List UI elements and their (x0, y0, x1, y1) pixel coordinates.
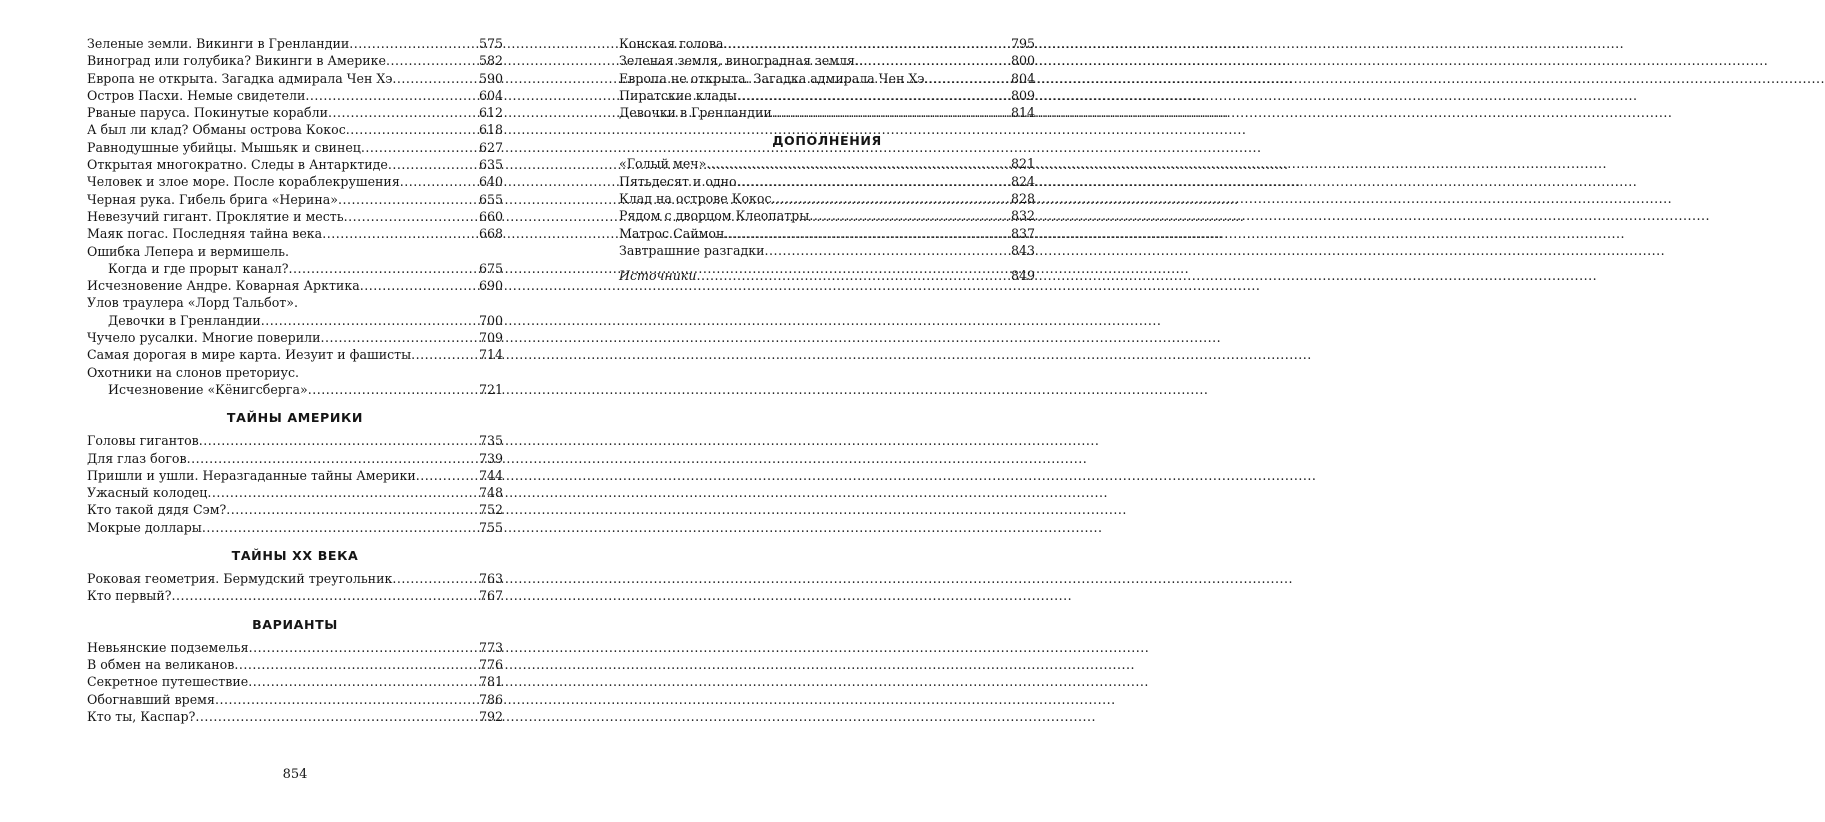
toc-entry-page: 714 (478, 347, 503, 363)
toc-leader-dots (392, 570, 478, 587)
toc-entry-title: Девочки в Гренландии (619, 105, 772, 121)
toc-leader-dots (234, 656, 478, 673)
toc-entry (87, 484, 503, 501)
toc-entry-title: Роковая геометрия. Бермудский треугольник (87, 571, 393, 587)
toc-entry-page: 795 (1010, 36, 1035, 51)
toc-leader-dots (322, 225, 478, 242)
toc-leader-dots (249, 639, 478, 656)
toc-leader-dots (924, 70, 1010, 87)
toc-leader-dots (360, 277, 478, 294)
toc-entry (87, 346, 503, 363)
toc-entry (87, 673, 503, 690)
toc-entry (87, 656, 503, 673)
toc-entry-title: Секретное путешествие (87, 674, 249, 690)
toc-entry-title: Зеленая земля, виноградная земля… (619, 53, 868, 69)
toc-entry (87, 708, 503, 725)
toc-entry-title: Для глаз богов (87, 450, 187, 466)
toc-entry (87, 329, 503, 346)
section-heading-xx-century: ТАЙНЫ XX ВЕКА (231, 548, 359, 564)
toc-entry-page: 582 (478, 53, 503, 69)
toc-entry (87, 87, 503, 104)
toc-entry-page: 804 (1010, 70, 1035, 86)
toc-leader-dots (321, 329, 478, 346)
toc-entry-page: 800 (1010, 53, 1035, 69)
toc-right-column (619, 35, 1035, 285)
toc-entry (619, 87, 1035, 104)
toc-entry-page: 748 (478, 485, 503, 501)
toc-entry-title: Пришли и ушли. Неразгаданные тайны Америки (87, 467, 416, 483)
toc-entry (619, 225, 1035, 242)
toc-entry-page: 821 (1010, 156, 1035, 172)
toc-entry (87, 467, 503, 484)
toc-group-supplements (619, 155, 1035, 259)
toc-entry-title: Ужасный колодец (87, 485, 208, 501)
toc-leader-dots (328, 104, 478, 121)
toc-leader-dots (400, 173, 478, 190)
toc-entry-title: Невьянские подземелья (87, 639, 249, 655)
toc-leader-dots (765, 242, 1010, 259)
toc-entry-sources (619, 267, 1035, 284)
toc-entry (619, 242, 1035, 259)
toc-group-xx-century (87, 570, 503, 605)
toc-entry-page: 828 (1010, 191, 1035, 207)
toc-entry-page: 735 (478, 433, 503, 449)
toc-leader-dots (809, 207, 1010, 224)
toc-entry-page: 752 (478, 502, 503, 518)
toc-entry-title: Остров Пасхи. Немые свидетели (87, 87, 306, 103)
toc-entry (87, 450, 503, 467)
toc-entry (87, 587, 503, 604)
toc-entry-hunters-line2 (87, 381, 503, 398)
toc-entry (87, 639, 503, 656)
toc-entry (87, 173, 503, 190)
toc-entry-title: Рядом с дворцом Клеопатры (619, 208, 810, 224)
toc-entry-title: Черная рука. Гибель брига «Нерина» (87, 191, 338, 207)
toc-entry-page: 612 (478, 105, 503, 121)
toc-entry-title: Завтрашние разгадки (619, 242, 765, 258)
toc-leader-dots (346, 121, 478, 138)
toc-entry-title: Кто такой дядя Сэм? (87, 502, 227, 518)
toc-leader-dots (416, 467, 478, 484)
toc-entry-title: Источники (619, 268, 697, 284)
toc-entry-title: Самая дорогая в мире карта. Иезуит и фашисты (87, 347, 412, 363)
toc-entry-title: Чучело русалки. Многие поверили (87, 330, 321, 346)
toc-entry-lepera-line1: Ошибка Лепера и вермишель. (87, 243, 289, 259)
toc-leader-dots (411, 346, 478, 363)
toc-entry-page: 709 (478, 330, 503, 346)
toc-entry (87, 156, 503, 173)
toc-leader-dots (737, 87, 1010, 104)
toc-entry-title: Пятьдесят и одно (619, 173, 737, 189)
toc-entry (87, 432, 503, 449)
toc-leader-dots (772, 190, 1010, 207)
toc-entry-page: 590 (478, 70, 503, 86)
toc-entry-page: 627 (478, 139, 503, 155)
toc-entry-page: 700 (478, 312, 503, 328)
toc-entry (87, 139, 503, 156)
toc-entry (619, 52, 1035, 69)
toc-leader-dots (723, 35, 1009, 52)
toc-entry-title: Конская голова (619, 36, 724, 51)
toc-entry-page: 786 (478, 691, 503, 707)
toc-entry-page: 739 (478, 450, 503, 466)
toc-entry (619, 70, 1035, 87)
toc-entry (87, 104, 503, 121)
toc-leader-dots (388, 156, 478, 173)
toc-leader-dots (724, 225, 1010, 242)
toc-entry-page: 809 (1010, 87, 1035, 103)
toc-entry-title: Когда и где прорыт канал? (108, 260, 289, 276)
toc-entry (87, 52, 503, 69)
toc-leader-dots (361, 139, 478, 156)
toc-entry (619, 104, 1035, 121)
toc-leader-dots (202, 519, 478, 536)
toc-entry-page: 792 (478, 708, 503, 724)
toc-entry-hunters-line1: Охотники на слонов преториус. (87, 364, 300, 380)
toc-group-variants (87, 639, 503, 725)
toc-entry-title: Пиратские клады (619, 87, 737, 103)
toc-entry-lepera-line2 (87, 260, 503, 277)
toc-leader-dots (386, 52, 478, 69)
toc-entry-title: Европа не открыта. Загадка адмирала Чен Хэ (619, 70, 925, 86)
section-heading-america: ТАЙНЫ АМЕРИКИ (226, 410, 364, 426)
toc-entry-title: Равнодушные убийцы. Мышьяк и свинец (87, 139, 361, 155)
toc-entry-page: 849 (1010, 268, 1035, 284)
toc-entry-page: 655 (478, 191, 503, 207)
toc-leader-dots (772, 104, 1010, 121)
toc-entry-title: В обмен на великанов (87, 656, 235, 672)
toc-leader-dots (392, 70, 478, 87)
toc-entry (87, 70, 503, 87)
toc-leader-dots (207, 484, 478, 501)
toc-entry-page: 744 (478, 467, 503, 483)
toc-leader-dots (696, 267, 1010, 284)
toc-group-left-top (87, 35, 503, 243)
toc-leader-dots (289, 260, 478, 277)
toc-entry-page: 767 (478, 588, 503, 604)
toc-entry (87, 570, 503, 587)
section-heading-variants: ВАРИАНТЫ (252, 616, 338, 632)
toc-leader-dots (706, 155, 1010, 172)
toc-entry (87, 35, 503, 52)
toc-entry-title: Открытая многократно. Следы в Антарктиде (87, 157, 388, 173)
toc-leader-dots (187, 450, 478, 467)
toc-entry-page: 776 (478, 656, 503, 672)
toc-entry-title: Кто ты, Каспар? (87, 708, 196, 724)
toc-entry-page: 832 (1010, 208, 1035, 224)
toc-group-left-middle (87, 329, 503, 364)
toc-leader-dots (338, 191, 478, 208)
toc-leader-dots (195, 708, 478, 725)
toc-entry-title: Матрос Саймон (619, 225, 725, 241)
toc-group-right-top (619, 35, 1035, 121)
toc-entry-page: 843 (1010, 242, 1035, 258)
toc-leader-dots (349, 35, 478, 52)
toc-entry (619, 173, 1035, 190)
toc-entry-andre (87, 277, 503, 294)
toc-leader-dots (226, 501, 478, 518)
toc-entry-title: Зеленые земли. Викинги в Гренландии (87, 36, 350, 51)
toc-entry (619, 190, 1035, 207)
toc-entry-title: Рваные паруса. Покинутые корабли (87, 105, 328, 121)
toc-left-column (87, 35, 503, 725)
toc-entry-title: «Голый меч» (619, 156, 707, 172)
toc-entry-title: Головы гигантов (87, 433, 199, 449)
toc-entry-page: 640 (478, 174, 503, 190)
toc-entry-page: 773 (478, 639, 503, 655)
toc-entry-title: Виноград или голубика? Викинги в Америке (87, 53, 387, 69)
toc-entry-page: 814 (1010, 105, 1035, 121)
toc-leader-dots (305, 87, 478, 104)
toc-entry-page: 668 (478, 226, 503, 242)
toc-entry-page: 755 (478, 519, 503, 535)
toc-entry (87, 691, 503, 708)
section-heading-supplements: ДОПОЛНЕНИЯ (772, 133, 882, 149)
toc-leader-dots (737, 173, 1010, 190)
toc-entry (87, 191, 503, 208)
toc-leader-dots (171, 587, 477, 604)
toc-entry-title: А был ли клад? Обманы острова Кокос (87, 122, 346, 138)
toc-leader-dots (308, 381, 478, 398)
toc-entry-title: Кто первый? (87, 588, 172, 604)
toc-group-america (87, 432, 503, 536)
toc-leader-dots (261, 312, 478, 329)
toc-entry-title: Исчезновение Андре. Коварная Арктика (87, 278, 360, 294)
toc-entry-title: Невезучий гигант. Проклятие и месть (87, 208, 344, 224)
toc-entry (87, 501, 503, 518)
toc-entry-title: Девочки в Гренландии (108, 312, 261, 328)
toc-entry-page: 660 (478, 208, 503, 224)
toc-entry-page: 837 (1010, 225, 1035, 241)
toc-entry (87, 519, 503, 536)
toc-entry-title: Мокрые доллары (87, 519, 202, 535)
toc-entry-page: 781 (478, 674, 503, 690)
toc-entry-page: 675 (478, 260, 503, 276)
toc-entry (87, 121, 503, 138)
toc-entry-title: Маяк погас. Последняя тайна века (87, 226, 323, 242)
toc-entry-talbot-line1: Улов траулера «Лорд Тальбот». (87, 295, 298, 311)
toc-entry-title: Клад на острове Кокос (619, 191, 772, 207)
toc-entry-title: Человек и злое море. После кораблекрушения (87, 174, 400, 190)
toc-leader-dots (344, 208, 478, 225)
toc-entry (619, 207, 1035, 224)
toc-leader-dots (248, 673, 478, 690)
page-number: 854 (282, 767, 308, 782)
toc-entry (619, 35, 1035, 52)
spacer (619, 259, 1035, 267)
toc-entry (87, 225, 503, 242)
toc-leader-dots (868, 52, 1010, 69)
toc-entry-page: 575 (478, 36, 503, 51)
toc-entry-page: 763 (478, 571, 503, 587)
toc-entry (619, 155, 1035, 172)
toc-entry (87, 208, 503, 225)
toc-entry-page: 635 (478, 157, 503, 173)
toc-entry-page: 618 (478, 122, 503, 138)
toc-entry-talbot-line2 (87, 312, 503, 329)
toc-entry-title: Европа не открыта. Загадка адмирала Чен Хэ (87, 70, 393, 86)
toc-entry-page: 604 (478, 87, 503, 103)
toc-entry-page: 824 (1010, 173, 1035, 189)
toc-entry-page: 690 (478, 278, 503, 294)
toc-entry-page: 721 (478, 381, 503, 397)
toc-entry-title: Обогнавший время (87, 691, 215, 707)
toc-leader-dots (215, 691, 478, 708)
toc-leader-dots (199, 432, 478, 449)
toc-entry-title: Исчезновение «Кёнигсберга» (108, 381, 308, 397)
